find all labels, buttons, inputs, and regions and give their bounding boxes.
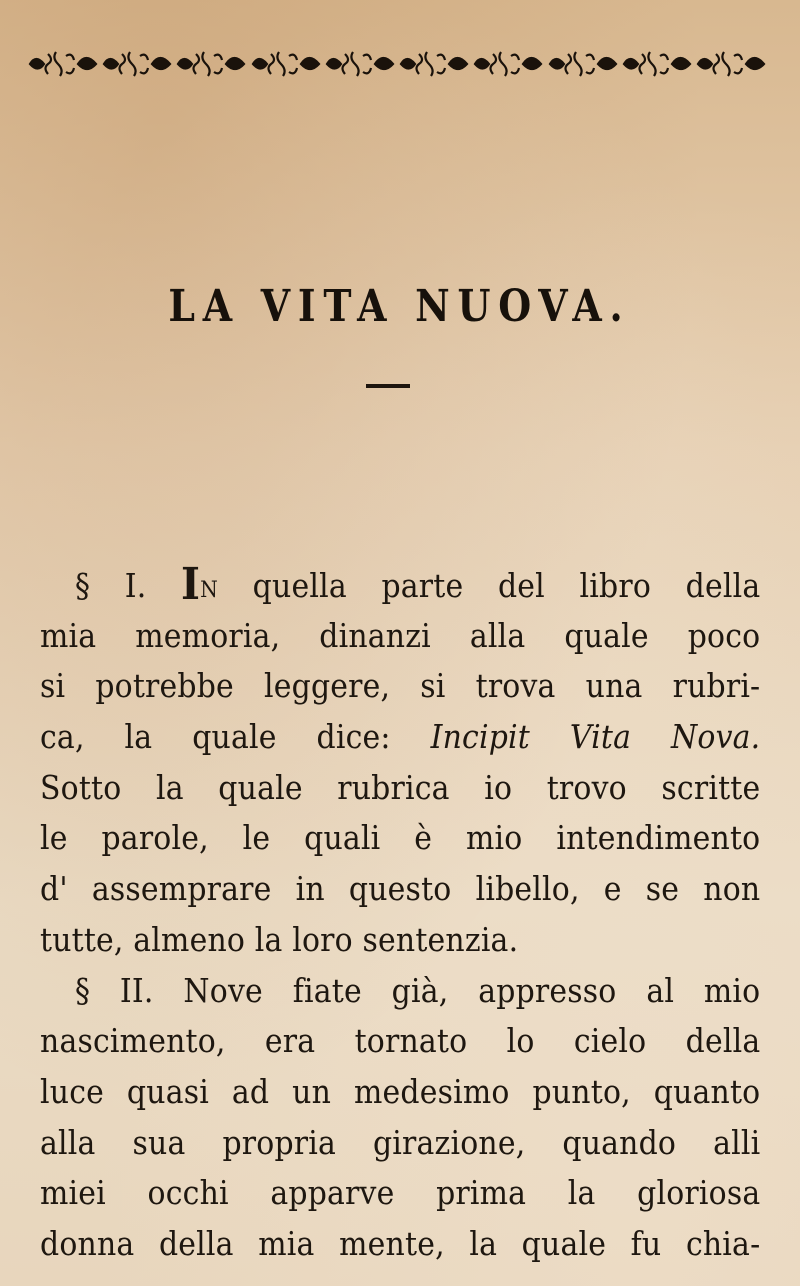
section-marker: § II. [74, 971, 154, 1010]
section-1-line-7: d' assemprare in questo libello, e se non [40, 870, 761, 909]
floral-ornament-icon [323, 44, 395, 84]
section-2-line-3: luce quasi ad un medesimo punto, quanto [40, 1072, 761, 1111]
page-title: LA VITA NUOVA. [168, 281, 631, 333]
floral-ornament-icon [546, 44, 618, 84]
section-2-line-2: nascimento, era tornato lo cielo della [40, 1022, 761, 1061]
section-1-line-2: mia memoria, dinanzi alla quale poco [40, 616, 761, 655]
floral-ornament-icon [100, 44, 172, 84]
floral-ornament-icon [620, 44, 692, 84]
section-2-line-5: miei occhi apparve prima la gloriosa [40, 1174, 761, 1213]
floral-ornament-icon [694, 44, 766, 84]
body-text [40, 560, 760, 1270]
section-1-line-5: Sotto la quale rubrica io trovo scritte [40, 768, 761, 807]
section-1-line-6: le parole, le quali è mio intendimento [40, 819, 761, 858]
small-cap: N [200, 578, 219, 603]
ornamental-header-border [26, 38, 766, 90]
section-2-line-4: alla sua propria girazione, quando alli [40, 1123, 761, 1162]
floral-ornament-icon [397, 44, 469, 84]
section-1-line-4: ca, la quale dice: Incipit Vita Nova. [40, 718, 761, 757]
italic-phrase: Incipit Vita Nova. [430, 718, 761, 757]
section-2-line-1: § II. Nove fiate già, appresso al mio [74, 971, 761, 1010]
floral-ornament-icon [174, 44, 246, 84]
section-1-line-1: § I. IN quella parte del libro della [74, 559, 761, 610]
floral-ornament-icon [471, 44, 543, 84]
drop-cap: I [181, 559, 201, 610]
section-1-line-8: tutte, almeno la loro sentenzia. [40, 920, 519, 959]
section-marker: § I. [74, 567, 147, 605]
floral-ornament-icon [249, 44, 321, 84]
floral-ornament-icon [26, 44, 98, 84]
section-1-line-3: si potrebbe leggere, si trova una rubri- [40, 667, 761, 706]
title-rule-divider [366, 384, 410, 388]
section-2-line-6: donna della mia mente, la quale fu chia- [40, 1224, 761, 1263]
